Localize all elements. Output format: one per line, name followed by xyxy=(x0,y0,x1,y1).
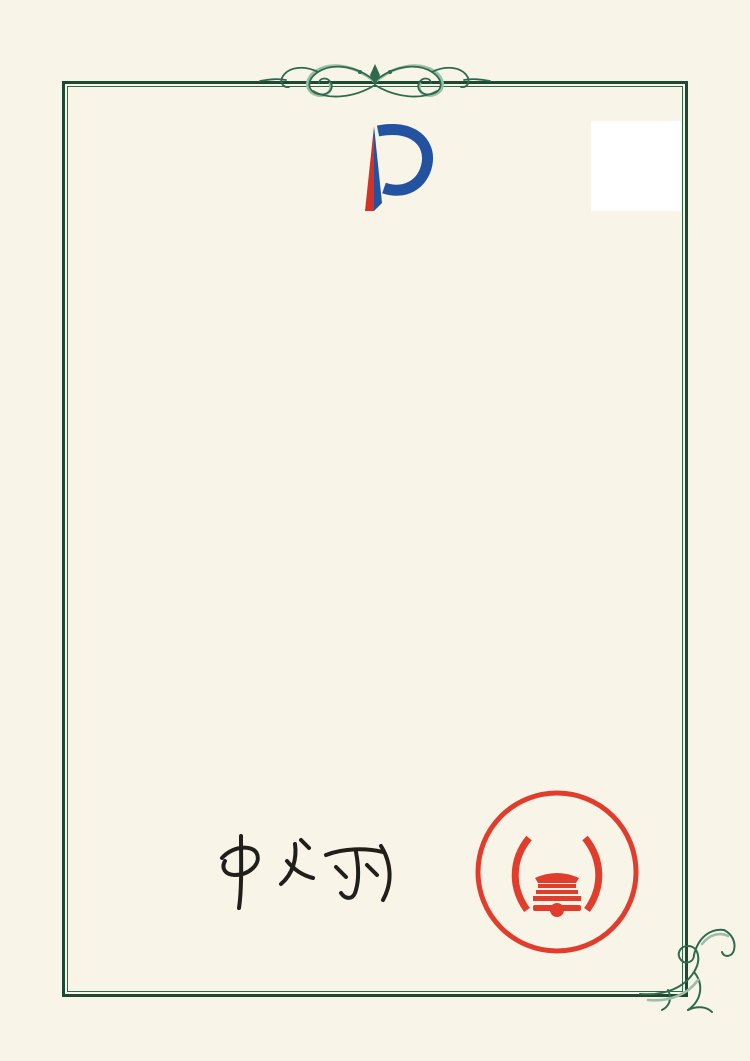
cnipa-logo xyxy=(317,124,435,216)
legal-text xyxy=(95,619,673,622)
director-signature xyxy=(208,830,398,916)
logo-p-bowl xyxy=(378,129,428,190)
qr-code xyxy=(591,121,681,211)
logo-brush-red xyxy=(365,126,374,211)
seal-ring xyxy=(478,793,636,951)
logo-brush-blue xyxy=(374,126,382,211)
official-seal xyxy=(467,782,647,962)
barcode xyxy=(104,792,300,808)
national-emblem xyxy=(515,838,599,917)
